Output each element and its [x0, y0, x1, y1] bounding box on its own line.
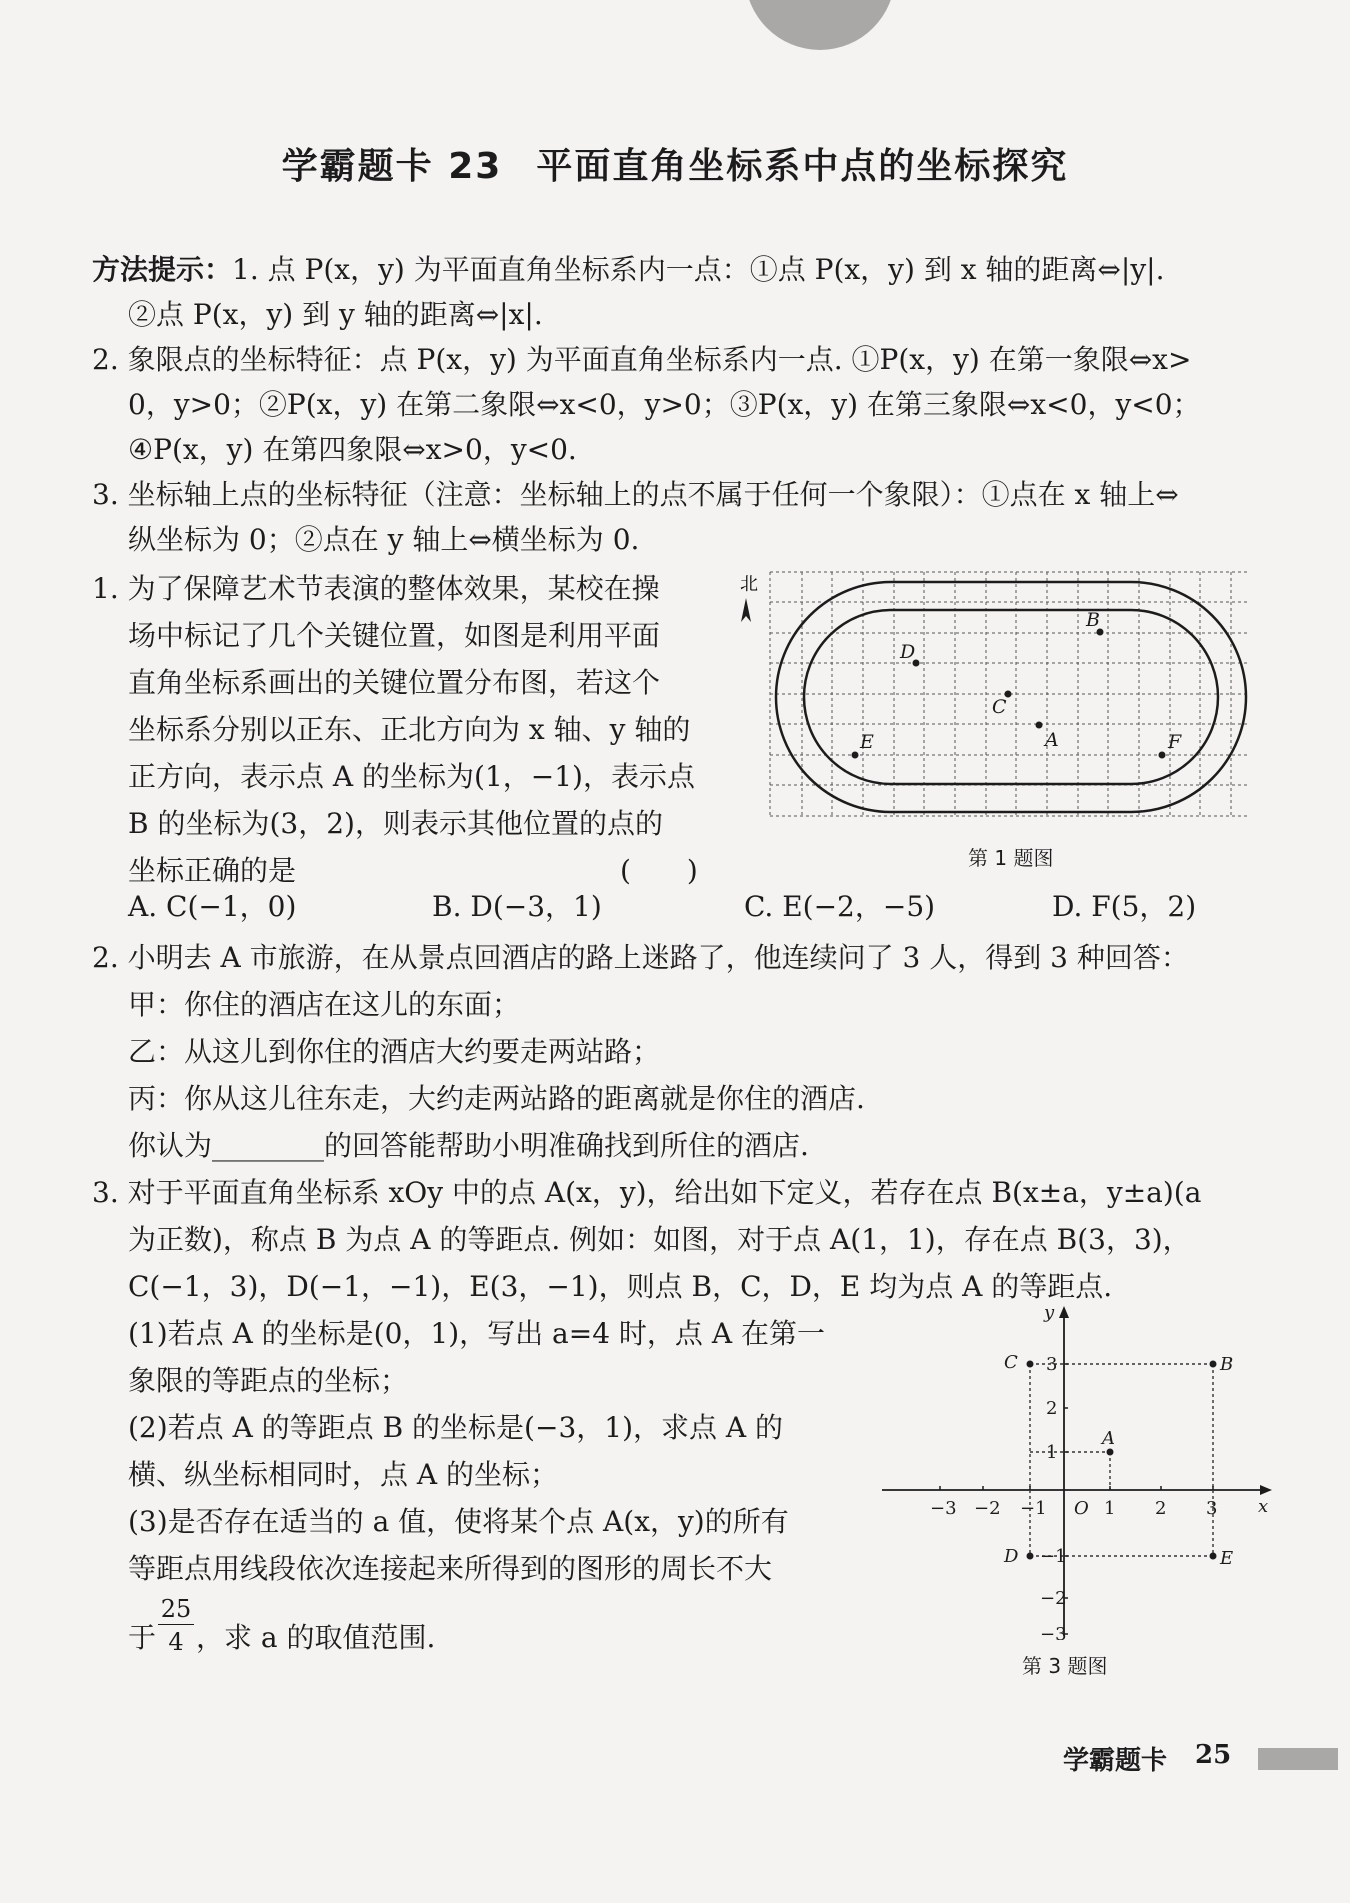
footer-label: 学霸题卡 — [1063, 1746, 1168, 1776]
q1-line: B 的坐标为(3，2)，则表示其他位置的点的 — [128, 807, 663, 840]
q3-points — [1003, 1352, 1233, 1569]
q1-option-b: B. D(−3，1) — [432, 890, 602, 923]
title-card-number: 学霸题卡 23 — [281, 146, 503, 187]
q3-line: 为正数)，称点 B 为点 A 的等距点. 例如：如图，对于点 A(1，1)，存在点 B(3，3)， — [128, 1223, 1191, 1256]
y-tick-label: −2 — [1040, 1588, 1067, 1609]
method-text-1: 1. 点 P(x，y) 为平面直角坐标系内一点：①点 P(x，y) 到 x 轴的距离⇔|y|. — [232, 253, 1165, 286]
page-number: 25 — [1195, 1740, 1232, 1770]
method-line-2: ②点 P(x，y) 到 y 轴的距离⇔|x|. — [128, 298, 543, 331]
point-e-label: E — [1220, 1548, 1234, 1569]
point-f-label: F — [1168, 731, 1182, 753]
method-line-7: 纵坐标为 0；②点在 y 轴上⇔横坐标为 0. — [128, 523, 640, 556]
x-axis-arrow-icon — [1260, 1485, 1272, 1495]
y-tick-label: 2 — [1046, 1398, 1058, 1419]
q3-figure-caption: 第 3 题图 — [1022, 1654, 1108, 1678]
q1-line: 1. 为了保障艺术节表演的整体效果，某校在操 — [92, 572, 660, 605]
q3-frac-denominator: 4 — [168, 1628, 184, 1656]
y-tick-label: 1 — [1046, 1442, 1058, 1463]
q3-line: (1)若点 A 的坐标是(0，1)，写出 a=4 时，点 A 在第一 — [128, 1317, 825, 1350]
method-line-3: 2. 象限点的坐标特征：点 P(x，y) 为平面直角坐标系内一点. ①P(x，y) 在第一象限⇔x> — [92, 343, 1192, 376]
method-line-4: 0，y>0；②P(x，y) 在第二象限⇔x<0，y>0；③P(x，y) 在第三象限⇔x<0，y<0； — [128, 388, 1201, 421]
q3-frac-prefix: 于 — [128, 1621, 157, 1654]
point-a-label: A — [1045, 729, 1059, 751]
method-line-6: 3. 坐标轴上点的坐标特征（注意：坐标轴上的点不属于任何一个象限）：①点在 x 轴上⇔ — [92, 478, 1179, 511]
x-axis-label: x — [1258, 1496, 1269, 1517]
point-b — [1210, 1361, 1217, 1368]
footer-bar-decoration — [1258, 1748, 1338, 1770]
q1-figure — [740, 570, 1260, 830]
y-tick-label: −1 — [1040, 1546, 1067, 1567]
q1-option-d: D. F(5，2) — [1052, 890, 1197, 923]
q3-line: 3. 对于平面直角坐标系 xOy 中的点 A(x，y)，给出如下定义，若存在点 B(x±a，y±a)(a — [92, 1176, 1202, 1209]
q3-figure — [880, 1300, 1280, 1640]
q3-line: 象限的等距点的坐标； — [128, 1364, 409, 1397]
q3-frac-suffix: ，求 a 的取值范围. — [196, 1621, 436, 1654]
method-line-1 — [92, 253, 1164, 287]
q3-line: 横、纵坐标相同时，点 A 的坐标； — [128, 1458, 559, 1491]
q1-figure-caption: 第 1 题图 — [968, 846, 1054, 870]
top-tab-decoration — [745, 0, 895, 50]
q3-line: C(−1，3)，D(−1，−1)，E(3，−1)，则点 B，C，D，E 均为点 A 的等距点. — [128, 1270, 1113, 1303]
method-label: 方法提示： — [92, 253, 233, 286]
point-a-label: A — [1102, 1428, 1115, 1449]
q1-points — [852, 609, 1183, 759]
point-e-label: E — [860, 731, 874, 753]
x-tick-label: 1 — [1104, 1498, 1116, 1519]
title-topic: 平面直角坐标系中点的坐标探究 — [536, 146, 1069, 187]
y-tick-label: 3 — [1046, 1354, 1058, 1375]
q1-line: 正方向，表示点 A 的坐标为(1，−1)，表示点 — [128, 760, 695, 793]
method-line-5: ④P(x，y) 在第四象限⇔x>0，y<0. — [128, 433, 577, 466]
point-d-label: D — [1004, 1546, 1019, 1567]
point-a — [1107, 1449, 1114, 1456]
inner-track — [804, 610, 1218, 784]
q1-line: 坐标系分别以正东、正北方向为 x 轴、y 轴的 — [128, 713, 691, 746]
q3-frac-numerator: 25 — [158, 1594, 194, 1625]
point-a — [1036, 722, 1043, 729]
point-d — [1027, 1553, 1034, 1560]
point-b-label: B — [1086, 609, 1100, 631]
q1-line: 直角坐标系画出的关键位置分布图，若这个 — [128, 666, 661, 699]
q1-option-c: C. E(−2，−5) — [744, 890, 936, 923]
north-arrow-icon — [741, 598, 751, 622]
q2-line: 你认为________的回答能帮助小明准确找到所住的酒店. — [128, 1129, 809, 1162]
q3-axes — [882, 1306, 1272, 1636]
y-axis-label: y — [1044, 1302, 1055, 1323]
origin-label: O — [1074, 1498, 1089, 1519]
q2-line: 2. 小明去 A 市旅游，在从景点回酒店的路上迷路了，他连续问了 3 人，得到 3 种回答： — [92, 941, 1189, 974]
point-c — [1027, 1361, 1034, 1368]
point-c-label: C — [992, 696, 1007, 718]
x-tick-label: 2 — [1155, 1498, 1167, 1519]
outer-track — [776, 582, 1246, 812]
x-tick-label: −2 — [974, 1498, 1001, 1519]
y-axis-arrow-icon — [1059, 1306, 1069, 1318]
y-tick-label: −3 — [1040, 1624, 1067, 1640]
q3-line: (3)是否存在适当的 a 值，使将某个点 A(x，y)的所有 — [128, 1505, 789, 1538]
q3-line: (2)若点 A 的等距点 B 的坐标是(−3，1)，求点 A 的 — [128, 1411, 784, 1444]
q2-line: 丙：你从这儿往东走，大约走两站路的距离就是你住的酒店. — [128, 1082, 865, 1115]
x-tick-label: 3 — [1206, 1498, 1218, 1519]
x-tick-label: −1 — [1020, 1498, 1047, 1519]
q2-line: 甲：你住的酒店在这儿的东面； — [128, 988, 521, 1021]
point-e — [1210, 1553, 1217, 1560]
point-b-label: B — [1220, 1354, 1234, 1375]
q1-line: 场中标记了几个关键位置，如图是利用平面 — [128, 619, 661, 652]
point-f — [1159, 752, 1166, 759]
q2-line: 乙：从这儿到你住的酒店大约要走两站路； — [128, 1035, 661, 1068]
x-tick-label: −3 — [930, 1498, 957, 1519]
point-d-label: D — [900, 641, 916, 663]
point-c-label: C — [1004, 1352, 1018, 1373]
q1-answer-bracket: ( ) — [620, 854, 698, 887]
north-label: 北 — [740, 574, 758, 595]
q1-line: 坐标正确的是 — [128, 854, 297, 887]
point-e — [852, 752, 859, 759]
q3-line: 等距点用线段依次连接起来所得到的图形的周长不大 — [128, 1552, 773, 1585]
q1-option-a: A. C(−1，0) — [128, 890, 297, 923]
page-title — [0, 138, 1350, 189]
